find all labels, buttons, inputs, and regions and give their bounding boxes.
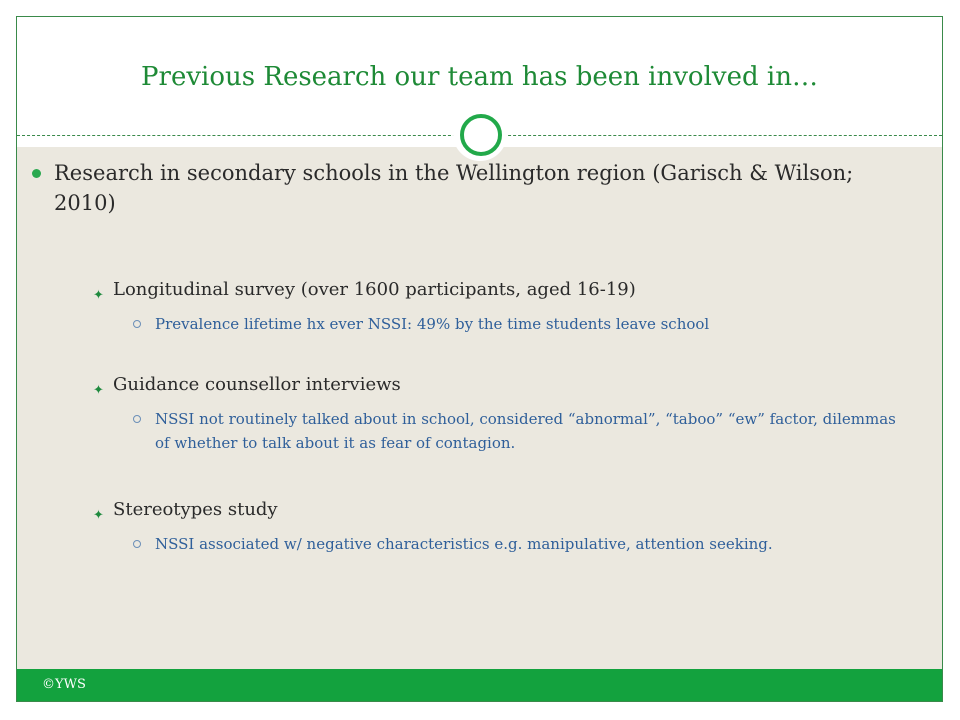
star-bullet-icon: ✦ [93, 508, 104, 523]
footer-bar [17, 669, 942, 701]
ring-bullet-icon [133, 320, 141, 328]
star-bullet-icon: ✦ [93, 288, 104, 303]
section-detail [155, 312, 905, 336]
circle-ornament-icon [460, 114, 502, 156]
section-heading [93, 372, 401, 398]
ring-bullet-icon [133, 415, 141, 423]
section-detail-text: Prevalence lifetime hx ever NSSI: 49% by the time students leave school [155, 315, 710, 333]
section-detail-text: NSSI associated w/ negative characteristics e.g. manipulative, attention seeking. [155, 535, 773, 553]
section-heading-text: Guidance counsellor interviews [113, 374, 401, 395]
slide-frame [16, 16, 943, 702]
star-bullet-icon: ✦ [93, 383, 104, 398]
footer-copyright: ©YWS [42, 677, 86, 692]
section-heading-text: Stereotypes study [113, 499, 278, 520]
ring-bullet-icon [133, 540, 141, 548]
section-detail-text: NSSI not routinely talked about in school, considered “abnormal”, “taboo” “ew” factor, dilemmas of whether to talk about it as fear of contagion. [155, 410, 896, 452]
dot-bullet-icon [32, 169, 41, 178]
main-bullet-text: Research in secondary schools in the Wellington region (Garisch & Wilson; 2010) [54, 161, 854, 215]
slide-title: Previous Research our team has been involved in… [141, 62, 818, 92]
section-heading-text: Longitudinal survey (over 1600 participants, aged 16-19) [113, 279, 636, 300]
section-detail [155, 532, 905, 556]
section-heading [93, 497, 278, 523]
main-bullet [54, 158, 874, 218]
section-detail [155, 407, 905, 455]
section-heading [93, 277, 636, 303]
